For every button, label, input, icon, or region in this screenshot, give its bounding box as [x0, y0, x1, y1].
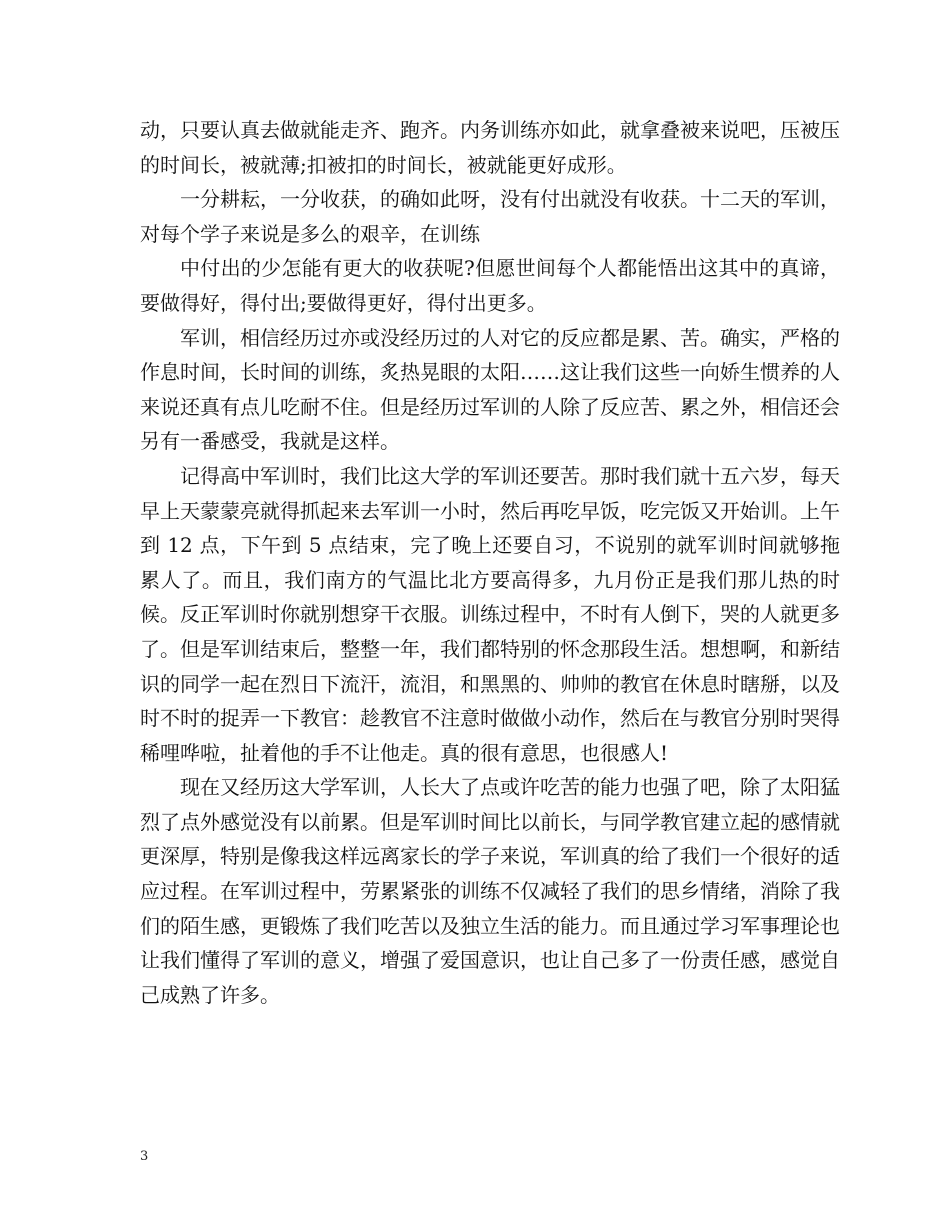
paragraph-1: 动，只要认真去做就能走齐、跑齐。内务训练亦如此，就拿叠被来说吧，压被压的时间长，被就薄;扣被扣的时间长，被就能更好成形。	[140, 118, 840, 177]
paragraph-5: 记得高中军训时，我们比这大学的军训还要苦。那时我们就十五六岁，每天早上天蒙蒙亮就得抓起来去军训一小时，然后再吃早饭，吃完饭又开始训。上午到 12 点，下午到 5 点结束，完了晚上还要自习，不说别的就军训时间就够拖累人了。而且，我们南方的气温比北方要高得多，九月份正是我们那儿热的时候。反正军训时你就别想穿干衣服。训练过程中，不时有人倒下，哭的人就更多了。但是军训结束后，整整一年，我们都特别的怀念那段生活。想想啊，和新结识的同学一起在烈日下流汗，流泪，和黑黑的、帅帅的教官在休息时瞎掰，以及时不时的捉弄一下教官：趁教官不注意时做做小动作，然后在与教官分别时哭得稀哩哗啦，扯着他的手不让他走。真的很有意思，也很感人!	[140, 463, 840, 765]
paragraph-4: 军训，相信经历过亦或没经历过的人对它的反应都是累、苦。确实，严格的作息时间，长时间的训练，炙热晃眼的太阳……这让我们这些一向娇生惯养的人来说还真有点儿吃耐不住。但是经历过军训的人除了反应苦、累之外，相信还会另有一番感受，我就是这样。	[140, 325, 840, 454]
document-body	[140, 113, 840, 1012]
page-number: 3	[140, 1149, 149, 1164]
paragraph-6: 现在又经历这大学军训，人长大了点或许吃苦的能力也强了吧，除了太阳猛烈了点外感觉没有以前累。但是军训时间比以前长，与同学教官建立起的感情就更深厚，特别是像我这样远离家长的学子来说，军训真的给了我们一个很好的适应过程。在军训过程中，劳累紧张的训练不仅减轻了我们的思乡情绪，消除了我们的陌生感，更锻炼了我们吃苦以及独立生活的能力。而且通过学习军事理论也让我们懂得了军训的意义，增强了爱国意识，也让自己多了一份责任感，感觉自己成熟了许多。	[140, 775, 840, 1007]
paragraph-3: 中付出的少怎能有更大的收获呢?但愿世间每个人都能悟出这其中的真谛，要做得好，得付出;要做得更好，得付出更多。	[140, 256, 840, 315]
paragraph-2: 一分耕耘，一分收获，的确如此呀，没有付出就没有收获。十二天的军训，对每个学子来说是多么的艰辛，在训练	[140, 187, 840, 246]
